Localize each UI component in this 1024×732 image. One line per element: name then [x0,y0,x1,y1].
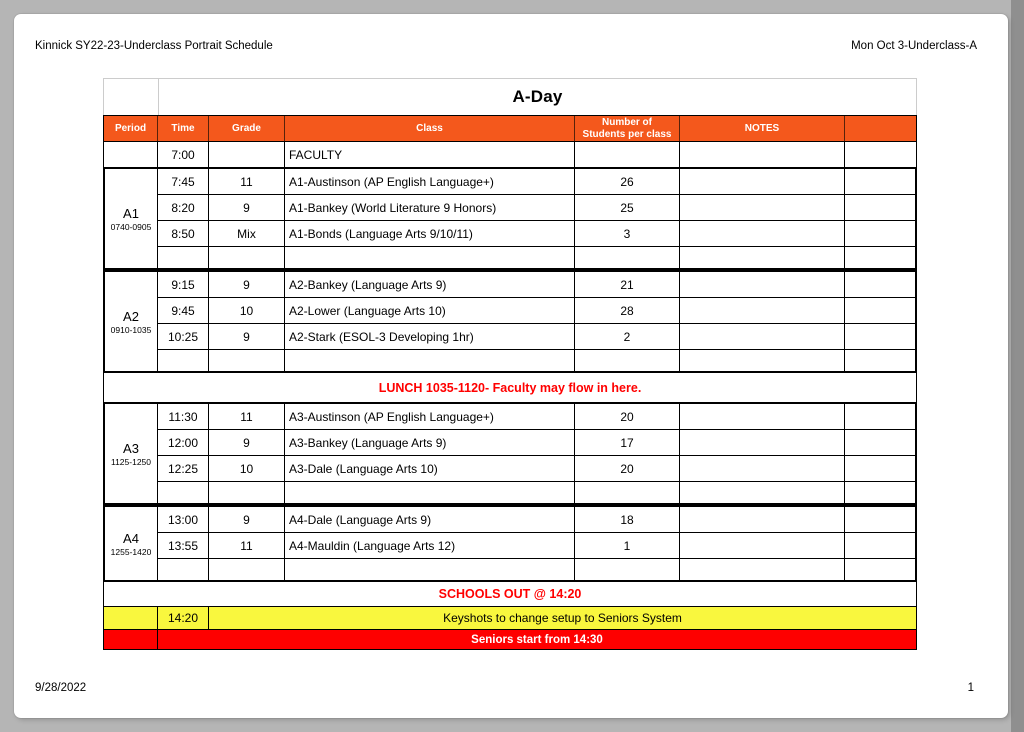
time-cell: 8:50 [158,221,209,246]
class-cell: A3-Dale (Language Arts 10) [285,456,575,481]
schedule-row [158,221,915,247]
table-header-row [103,115,917,141]
viewer-frame-edge [1011,0,1024,732]
document-page [14,14,1008,718]
time-cell: 8:20 [158,195,209,220]
notes-cell [680,169,845,194]
schools-out-banner: SCHOOLS OUT @ 14:20 [103,582,917,606]
period-name: A3 [123,440,139,456]
time-cell: 13:55 [158,533,209,558]
grade-cell: Mix [209,221,285,246]
day-title-row [103,78,917,115]
notes-cell [680,324,845,349]
notes-cell [680,221,845,246]
class-cell: A4-Mauldin (Language Arts 12) [285,533,575,558]
time-cell: 14:20 [158,607,209,629]
grade-cell: 9 [209,272,285,297]
students-cell: 25 [575,195,680,220]
grade-cell: 10 [209,456,285,481]
lunch-banner: LUNCH 1035-1120- Faculty may flow in here. [103,373,917,402]
period-rows [158,404,915,503]
period-rows [158,272,915,371]
notes-cell [680,298,845,323]
notes-cell [680,430,845,455]
period-label-cell [105,272,158,371]
class-cell: A1-Austinson (AP English Language+) [285,169,575,194]
document-title: Kinnick SY22-23-Underclass Portrait Schedule [35,40,273,52]
students-cell: 3 [575,221,680,246]
header-time: Time [158,116,209,141]
grade-cell: 9 [209,195,285,220]
students-cell: 21 [575,272,680,297]
extra-cell [845,221,915,246]
notes-cell [680,195,845,220]
header-period: Period [104,116,158,141]
students-cell: 17 [575,430,680,455]
extra-cell [845,298,915,323]
time-cell: 7:00 [158,142,209,167]
period-block-a1 [103,167,917,270]
class-cell: A3-Bankey (Language Arts 9) [285,430,575,455]
notes-cell [680,507,845,532]
grade-cell: 9 [209,507,285,532]
period-label-cell [105,169,158,268]
schedule-row [158,169,915,195]
class-cell: A3-Austinson (AP English Language+) [285,404,575,429]
students-cell: 1 [575,533,680,558]
header-notes: NOTES [680,116,845,141]
header-class: Class [285,116,575,141]
notes-cell [680,533,845,558]
notes-cell [680,142,845,167]
empty-row [158,350,915,371]
students-cell: 20 [575,456,680,481]
period-cell [104,630,158,649]
schedule-row [158,430,915,456]
time-cell: 9:15 [158,272,209,297]
schedule-row [158,404,915,430]
period-block-a3 [103,402,917,505]
period-time-range: 1255-1420 [110,546,152,557]
period-block-a4 [103,505,917,582]
students-cell: 28 [575,298,680,323]
grade-cell: 10 [209,298,285,323]
footer-page-number: 1 [967,682,974,694]
empty-row [158,247,915,268]
extra-cell [845,507,915,532]
extra-cell [845,169,915,194]
extra-cell [845,272,915,297]
extra-cell [845,430,915,455]
period-time-range: 0740-0905 [110,221,152,232]
period-block-a2 [103,270,917,373]
time-cell: 12:00 [158,430,209,455]
extra-cell [845,404,915,429]
header-extra [845,116,916,141]
document-date-label: Mon Oct 3-Underclass-A [851,40,977,52]
grade-cell [209,142,285,167]
time-cell: 13:00 [158,507,209,532]
schedule-row [158,533,915,559]
grade-cell: 11 [209,533,285,558]
extra-cell [845,142,916,167]
class-cell: FACULTY [285,142,575,167]
notes-cell [680,404,845,429]
notes-cell [680,272,845,297]
footer-date: 9/28/2022 [35,682,87,694]
period-name: A2 [123,308,139,324]
period-label-cell [105,404,158,503]
schedule-table [103,78,917,650]
grade-cell: 11 [209,404,285,429]
day-title: A-Day [512,87,563,106]
header-grade: Grade [209,116,285,141]
students-cell [575,142,680,167]
schedule-row [158,456,915,482]
period-name: A1 [123,205,139,221]
keyshots-row [103,606,917,629]
schedule-row [158,298,915,324]
period-cell [104,607,158,629]
time-cell: 7:45 [158,169,209,194]
keyshots-label: Keyshots to change setup to Seniors System [443,611,682,625]
students-cell: 18 [575,507,680,532]
extra-cell [845,324,915,349]
period-name: A4 [123,530,139,546]
seniors-label: Seniors start from 14:30 [471,633,603,646]
period-time-range: 1125-1250 [110,456,152,467]
time-cell: 12:25 [158,456,209,481]
period-rows [158,169,915,268]
class-cell: A2-Bankey (Language Arts 9) [285,272,575,297]
class-cell: A2-Stark (ESOL-3 Developing 1hr) [285,324,575,349]
schedule-row [158,195,915,221]
time-cell: 11:30 [158,404,209,429]
document-footer [35,682,974,694]
seniors-row [103,629,917,650]
class-cell: A2-Lower (Language Arts 10) [285,298,575,323]
extra-cell [845,195,915,220]
class-cell: A1-Bonds (Language Arts 9/10/11) [285,221,575,246]
class-cell: A1-Bankey (World Literature 9 Honors) [285,195,575,220]
students-cell: 20 [575,404,680,429]
header-students: Number of Students per class [575,116,680,141]
students-cell: 26 [575,169,680,194]
notes-cell [680,456,845,481]
empty-row [158,482,915,503]
period-rows [158,507,915,580]
period-cell [104,142,158,167]
grade-cell: 9 [209,430,285,455]
time-cell: 9:45 [158,298,209,323]
faculty-row [103,141,917,167]
empty-row [158,559,915,580]
students-cell: 2 [575,324,680,349]
document-header [35,40,977,52]
extra-cell [845,456,915,481]
extra-cell [845,533,915,558]
class-cell: A4-Dale (Language Arts 9) [285,507,575,532]
schedule-row [158,272,915,298]
grade-cell: 9 [209,324,285,349]
time-cell: 10:25 [158,324,209,349]
schedule-row [158,324,915,350]
title-period-spacer [104,79,159,115]
period-time-range: 0910-1035 [110,324,152,335]
grade-cell: 11 [209,169,285,194]
period-label-cell [105,507,158,580]
schedule-row [158,507,915,533]
